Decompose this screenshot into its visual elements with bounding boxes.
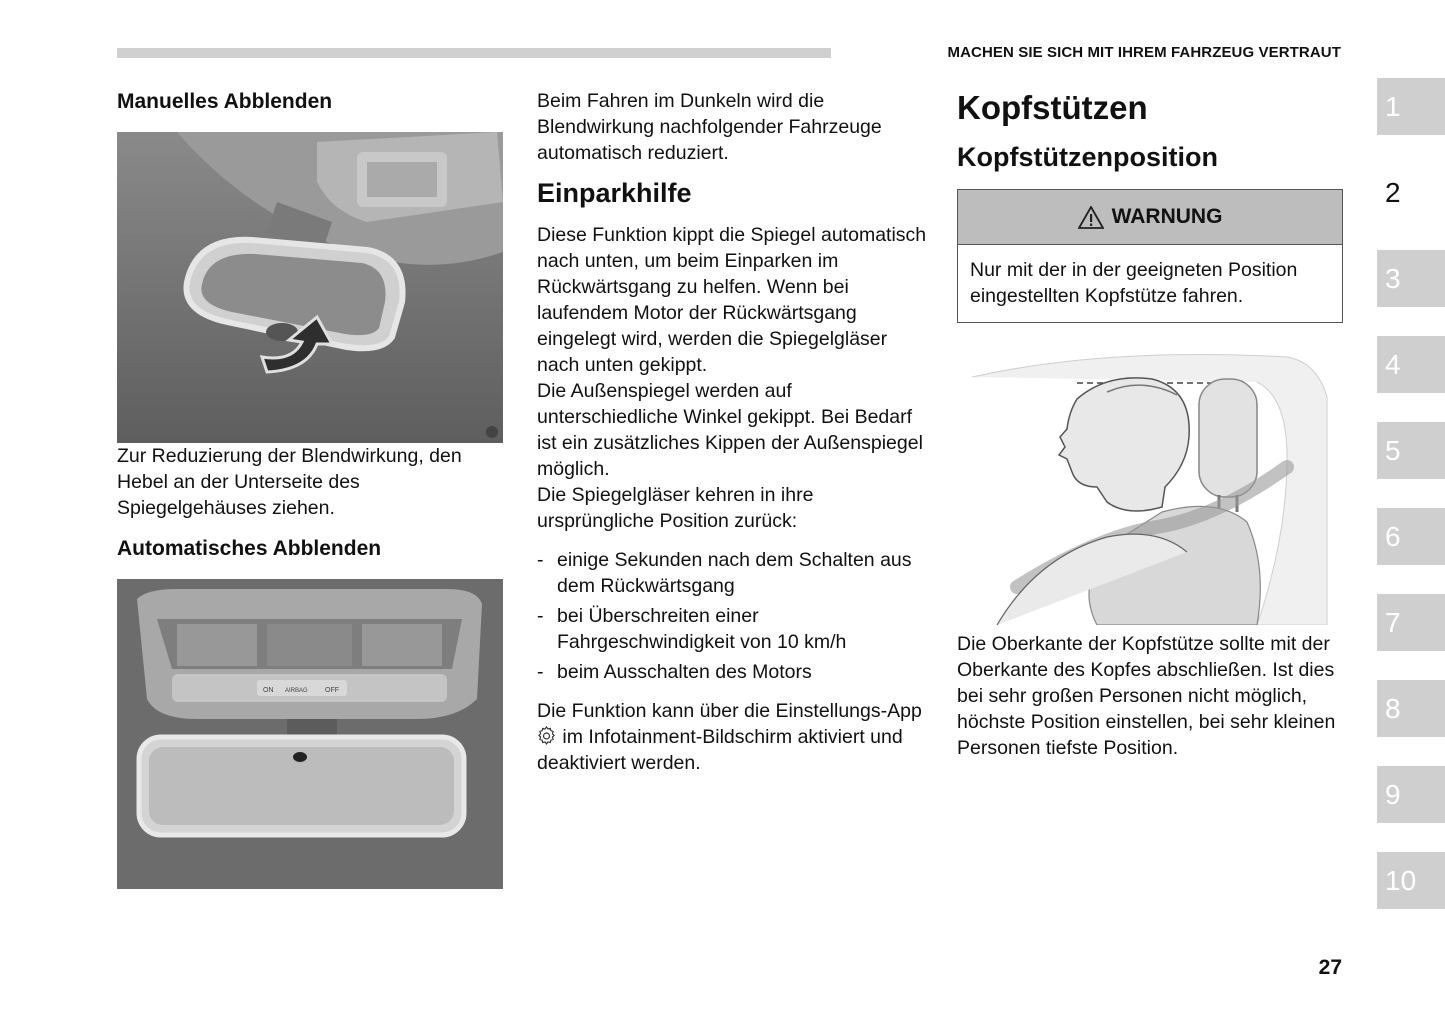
list-item: - bei Überschreiten einer Fahrgeschwindigkeit von 10 km/h bbox=[537, 603, 929, 655]
header-rule bbox=[117, 48, 831, 58]
settings-text-before: Die Funktion kann über die Einstellungs-App bbox=[537, 700, 922, 722]
heading-manual-dimming: Manuelles Abblenden bbox=[117, 90, 333, 113]
return-conditions-list bbox=[537, 547, 929, 685]
chapter-tab-3[interactable]: 3 bbox=[1377, 250, 1445, 307]
parking-aid-paragraph-2: Die Außenspiegel werden auf unterschiedliche Winkel gekippt. Bei Bedarf ist ein zusätzliches Kippen der Außenspiegel möglich. bbox=[537, 380, 923, 480]
list-item: - beim Ausschalten des Motors bbox=[537, 659, 929, 685]
chapter-tab-6[interactable]: 6 bbox=[1377, 508, 1445, 565]
warning-body bbox=[958, 245, 1342, 322]
console-on-label: ON bbox=[263, 687, 274, 694]
parking-aid-paragraph-1: Diese Funktion kippt die Spiegel automatisch nach unten, um beim Einparken im Rückwärtsgang zu helfen. Wenn bei laufendem Motor der Rückwärtsgang eingelegt wird, werden die Spiegelgläser nach unten gekippt. bbox=[537, 224, 927, 376]
chapter-tab-5[interactable]: 5 bbox=[1377, 422, 1445, 479]
heading-parking-aid: Einparkhilfe bbox=[537, 178, 692, 208]
rearview-mirror-illustration bbox=[117, 132, 503, 443]
parking-aid-paragraph-3: Die Spiegelgläser kehren in ihre ursprüngliche Position zurück: bbox=[537, 484, 814, 532]
heading-headrest-position: Kopfstützenposition bbox=[957, 142, 1218, 172]
chapter-title: MACHEN SIE SICH MIT IHREM FAHRZEUG VERTRAUT bbox=[947, 44, 1341, 61]
chapter-tab-7[interactable]: 7 bbox=[1377, 594, 1445, 651]
warning-header bbox=[958, 190, 1342, 245]
settings-app-paragraph bbox=[537, 698, 929, 776]
chapter-tab-1[interactable]: 1 bbox=[1377, 78, 1445, 135]
chapter-tab-4[interactable]: 4 bbox=[1377, 336, 1445, 393]
chapter-tab-2[interactable]: 2 bbox=[1377, 164, 1445, 221]
warning-text: Nur mit der in der geeigneten Position eingestellten Kopfstütze fahren. bbox=[970, 259, 1298, 307]
figure-headrest-position bbox=[957, 337, 1343, 625]
warning-triangle-icon bbox=[1078, 206, 1104, 229]
gear-icon bbox=[537, 726, 557, 746]
chapter-tab-8[interactable]: 8 bbox=[1377, 680, 1445, 737]
console-off-label: OFF bbox=[325, 687, 339, 694]
figure-auto-mirror bbox=[117, 579, 503, 889]
column-mirror bbox=[117, 88, 503, 889]
driver-headrest-illustration bbox=[957, 337, 1343, 625]
headrest-body-text: Die Oberkante der Kopfstütze sollte mit der Oberkante des Kopfes abschließen. Ist dies bei sehr großen Personen nicht möglich, höchste Position einstellen, bei sehr kleinen Personen tiefste Position. bbox=[957, 633, 1336, 759]
heading-auto-dimming: Automatisches Abblenden bbox=[117, 537, 382, 560]
settings-text-after: im Infotainment-Bildschirm aktiviert und deaktiviert werden. bbox=[537, 726, 903, 774]
console-airbag-label: AIRBAG bbox=[285, 688, 308, 694]
column-headrests bbox=[957, 88, 1343, 761]
column-parking-aid bbox=[537, 88, 929, 776]
figure-manual-mirror bbox=[117, 132, 503, 443]
caption-manual-dimming: Zur Reduzierung der Blendwirkung, den Hebel an der Unterseite des Spiegelgehäuses ziehen. bbox=[117, 445, 462, 519]
heading-headrests: Kopfstützen bbox=[957, 89, 1148, 126]
page-number: 27 bbox=[1318, 956, 1342, 979]
warning-label: WARNUNG bbox=[1111, 205, 1223, 228]
list-item: - einige Sekunden nach dem Schalten aus dem Rückwärtsgang bbox=[537, 547, 929, 599]
chapter-tab-10[interactable]: 10 bbox=[1377, 852, 1445, 909]
warning-box bbox=[957, 189, 1343, 323]
chapter-tab-9[interactable]: 9 bbox=[1377, 766, 1445, 823]
intro-paragraph: Beim Fahren im Dunkeln wird die Blendwirkung nachfolgender Fahrzeuge automatisch reduziert. bbox=[537, 90, 882, 164]
overhead-console-mirror-illustration bbox=[117, 579, 503, 889]
